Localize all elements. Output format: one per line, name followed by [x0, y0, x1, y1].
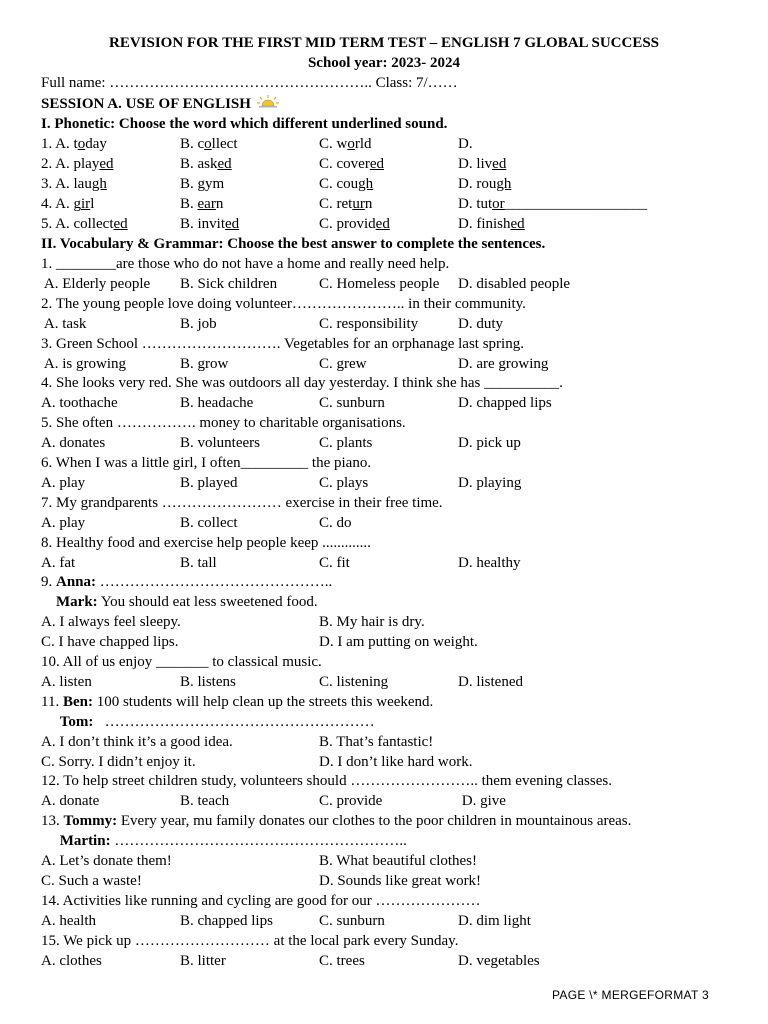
- answer-option: D. healthy: [458, 554, 521, 571]
- answer-option: C. Homeless people: [319, 275, 440, 292]
- phonetic-option: [458, 214, 525, 234]
- page-footer: PAGE \* MERGEFORMAT 3: [552, 988, 709, 1002]
- phonetic-option: [180, 194, 223, 214]
- phonetic-option: [180, 134, 238, 154]
- answer-option: A. donate: [41, 793, 100, 810]
- option-text: D. liv: [458, 156, 493, 172]
- answer-option: B. litter: [180, 952, 226, 969]
- underlined-sound: ed: [369, 156, 384, 172]
- dialogue-text: [41, 594, 56, 610]
- answer-option: C. Such a waste!: [41, 872, 142, 889]
- phonetic-option: [319, 194, 372, 214]
- answer-option: B. volunteers: [180, 435, 260, 452]
- speaker-name: Ben:: [62, 693, 93, 710]
- option-text: ym: [205, 176, 225, 192]
- answer-option: B. chapped lips: [180, 912, 273, 929]
- option-text: B.: [180, 176, 198, 192]
- option-text: 2. A. play: [41, 156, 100, 172]
- option-text: D. finish: [458, 216, 511, 232]
- phonetic-option: [41, 154, 114, 174]
- option-text: n: [364, 196, 373, 212]
- fullname-class-line: Full name: …………………………………………….. Class: 7/……: [41, 75, 458, 91]
- answer-option: A. listen: [41, 673, 92, 690]
- answer-option: A. donates: [41, 435, 106, 452]
- answer-option: A. I always feel sleepy.: [41, 614, 181, 631]
- option-text: rld: [354, 136, 372, 152]
- dialogue-line: [41, 692, 433, 712]
- underlined-sound: ed: [113, 216, 128, 232]
- option-text: 5. A. collect: [41, 216, 114, 232]
- option-text: C. cou: [319, 176, 359, 192]
- option-text: B.: [180, 196, 198, 212]
- answer-option: B. listens: [180, 673, 236, 690]
- phonetic-heading: I. Phonetic: Choose the word which different underlined sound.: [41, 116, 448, 132]
- underlined-sound: ed: [217, 156, 232, 172]
- option-text: l: [90, 196, 95, 212]
- underlined-sound: ed: [510, 216, 525, 232]
- dialogue-line: [41, 572, 332, 592]
- option-text: C. cover: [319, 156, 370, 172]
- question-text: 5. She often ……………. money to charitable organisations.: [41, 415, 406, 432]
- dialogue-text: 100 students will help clean up the streets this weekend.: [92, 693, 434, 710]
- school-year: School year: 2023- 2024: [307, 55, 461, 71]
- answer-option: A. play: [41, 514, 86, 531]
- phonetic-option: [458, 154, 506, 174]
- session-a-heading: [41, 94, 281, 114]
- answer-option: A. toothache: [41, 395, 118, 412]
- option-text: C. provid: [319, 216, 376, 232]
- phonetic-option: [41, 214, 128, 234]
- underlined-sound: ur: [352, 196, 365, 212]
- option-text: 3. A. lau: [41, 176, 92, 192]
- phonetic-option: [458, 194, 647, 214]
- question-text: 6. When I was a little girl, I often_________ the piano.: [41, 455, 372, 471]
- answer-option: B. What beautiful clothes!: [319, 853, 478, 869]
- underlined-sound: gh: [91, 176, 107, 192]
- phonetic-option: [41, 174, 107, 194]
- dialogue-line: [41, 811, 631, 831]
- phonetic-option: [41, 194, 94, 214]
- underlined-sound: ear: [197, 196, 216, 212]
- answer-option: D. chapped lips: [458, 395, 552, 412]
- dialogue-line: [41, 712, 375, 732]
- dialogue-line: [41, 592, 318, 612]
- underlined-sound: ed: [375, 216, 390, 232]
- phonetic-option: [319, 154, 384, 174]
- answer-option: A. task: [41, 315, 87, 332]
- option-text: n: [215, 196, 224, 212]
- answer-option: A. clothes: [41, 952, 102, 969]
- speaker-name: Martin:: [59, 833, 111, 850]
- option-text: day: [85, 136, 107, 152]
- option-text: B. ask: [180, 156, 218, 172]
- underlined-sound: o: [347, 136, 355, 152]
- answer-option: B. grow: [180, 355, 229, 372]
- phonetic-option: [458, 134, 473, 154]
- vocabulary-heading: II. Vocabulary & Grammar: Choose the best answer to complete the sentences.: [41, 236, 546, 252]
- answer-option: C. Sorry. I didn’t enjoy it.: [41, 753, 196, 770]
- answer-option: A. is growing: [41, 355, 127, 372]
- answer-option: C. sunburn: [319, 912, 385, 929]
- phonetic-option: [319, 214, 390, 234]
- answer-option: C. I have chapped lips.: [41, 634, 179, 651]
- answer-option: B. job: [180, 315, 217, 332]
- answer-option: D. are growing: [458, 355, 549, 372]
- question-text: 7. My grandparents …………………… exercise in their free time.: [41, 494, 443, 511]
- speaker-name: Anna:: [56, 574, 97, 591]
- answer-option: D. dim light: [458, 912, 531, 929]
- underlined-sound: ed: [225, 216, 240, 232]
- session-a-label: SESSION A. USE OF ENGLISH: [41, 96, 251, 112]
- answer-option: C. grew: [319, 355, 367, 372]
- answer-option: A. play: [41, 474, 86, 491]
- option-text: D. rou: [458, 176, 497, 192]
- underlined-sound: gh: [358, 176, 374, 192]
- answer-option: D. listened: [458, 673, 523, 690]
- speaker-name: Tom:: [59, 713, 94, 730]
- answer-option: B. Sick children: [180, 275, 278, 292]
- question-text: 12. To help street children study, volunteers should …………………….. them evening classes.: [41, 773, 612, 790]
- dialogue-line: [41, 831, 407, 851]
- speaker-name: Tommy:: [63, 813, 118, 830]
- dialogue-text: 13.: [41, 813, 64, 830]
- answer-option: D. give: [458, 793, 506, 810]
- question-text: 4. She looks very red. She was outdoors all day yesterday. I think she has __________.: [41, 375, 563, 392]
- speaker-name: Mark:: [56, 594, 98, 611]
- answer-option: D. I am putting on weight.: [319, 634, 478, 651]
- dialogue-text: Every year, mu family donates our clothes to the poor children in mountainous areas.: [117, 813, 632, 830]
- underlined-sound: ed: [99, 156, 114, 172]
- question-text: 2. The young people love doing volunteer………………….. in their community.: [41, 295, 526, 312]
- answer-option: D. playing: [458, 474, 522, 491]
- option-text: C. w: [319, 136, 348, 152]
- underlined-sound: or: [492, 196, 505, 212]
- dialogue-text: [41, 833, 60, 849]
- question-text: 8. Healthy food and exercise help people keep .............: [41, 534, 371, 551]
- answer-option: B. tall: [180, 554, 217, 571]
- answer-option: B. played: [180, 474, 238, 491]
- option-text: 4. A. g: [41, 196, 82, 212]
- answer-option: C. do: [319, 514, 352, 531]
- underlined-sound: o: [77, 136, 86, 152]
- option-text: D.: [458, 136, 473, 152]
- underlined-sound: ir: [81, 196, 91, 212]
- option-text: B. c: [180, 136, 205, 152]
- answer-option: A. Let’s donate them!: [41, 853, 172, 869]
- question-text: 1. ________are those who do not have a home and really need help.: [41, 256, 450, 272]
- option-text: D. tut: [458, 196, 493, 212]
- answer-option: D. Sounds like great work!: [319, 872, 482, 889]
- dialogue-text: [41, 714, 60, 730]
- answer-option: A. health: [41, 912, 96, 929]
- answer-option: B. collect: [180, 514, 238, 531]
- answer-option: C. fit: [319, 554, 350, 571]
- document-title: REVISION FOR THE FIRST MID TERM TEST – ENGLISH 7 GLOBAL SUCCESS: [108, 35, 660, 51]
- answer-option: C. sunburn: [319, 395, 385, 412]
- answer-option: D. vegetables: [458, 952, 540, 969]
- question-text: 14. Activities like running and cycling are good for our …………………: [41, 892, 481, 909]
- answer-option: B. teach: [180, 793, 230, 810]
- phonetic-option: [319, 134, 372, 154]
- dialogue-text: ………………………………………..: [96, 574, 333, 591]
- answer-option: A. Elderly people: [41, 275, 151, 292]
- underlined-sound: gh: [496, 176, 512, 192]
- answer-option: C. responsibility: [319, 315, 419, 332]
- answer-option: B. headache: [180, 395, 254, 412]
- answer-option: B. That’s fantastic!: [319, 733, 434, 750]
- question-text: 3. Green School ………………………. Vegetables for an orphanage last spring.: [41, 335, 524, 352]
- question-text: 10. All of us enjoy _______ to classical music.: [41, 654, 322, 670]
- option-text: 1. A. t: [41, 136, 78, 152]
- answer-option: D. duty: [458, 315, 503, 332]
- option-text: llect: [211, 136, 238, 152]
- dialogue-text: …………………………………………………..: [110, 833, 407, 850]
- underlined-sound: g: [197, 176, 206, 192]
- option-text: B. invit: [180, 216, 226, 232]
- answer-option: C. plays: [319, 474, 369, 491]
- phonetic-option: [319, 174, 373, 194]
- phonetic-option: [41, 134, 107, 154]
- dialogue-text: 11.: [41, 693, 63, 710]
- answer-option: C. trees: [319, 952, 365, 969]
- dialogue-text: ………………………………………………: [93, 713, 375, 730]
- answer-option: B. My hair is dry.: [319, 614, 425, 631]
- answer-option: C. listening: [319, 673, 389, 690]
- dialogue-text: 9.: [41, 574, 56, 591]
- phonetic-option: [180, 174, 224, 194]
- answer-option: D. I don’t like hard work.: [319, 753, 473, 770]
- answer-option: A. fat: [41, 554, 76, 571]
- answer-option: D. pick up: [458, 435, 521, 452]
- phonetic-option: [458, 174, 511, 194]
- answer-option: C. provide: [319, 793, 383, 810]
- answer-option: A. I don’t think it’s a good idea.: [41, 733, 233, 750]
- underlined-sound: o: [204, 136, 212, 152]
- dialogue-text: You should eat less sweetened food.: [97, 594, 318, 611]
- question-text: 15. We pick up ……………………… at the local park every Sunday.: [41, 932, 459, 949]
- phonetic-option: [180, 214, 239, 234]
- underlined-sound: ed: [492, 156, 507, 172]
- answer-option: D. disabled people: [458, 275, 571, 292]
- option-text: C. ret: [319, 196, 353, 212]
- option-text: ___________________: [504, 196, 648, 212]
- phonetic-option: [180, 154, 232, 174]
- sun-icon: [255, 94, 281, 110]
- answer-option: C. plants: [319, 435, 373, 452]
